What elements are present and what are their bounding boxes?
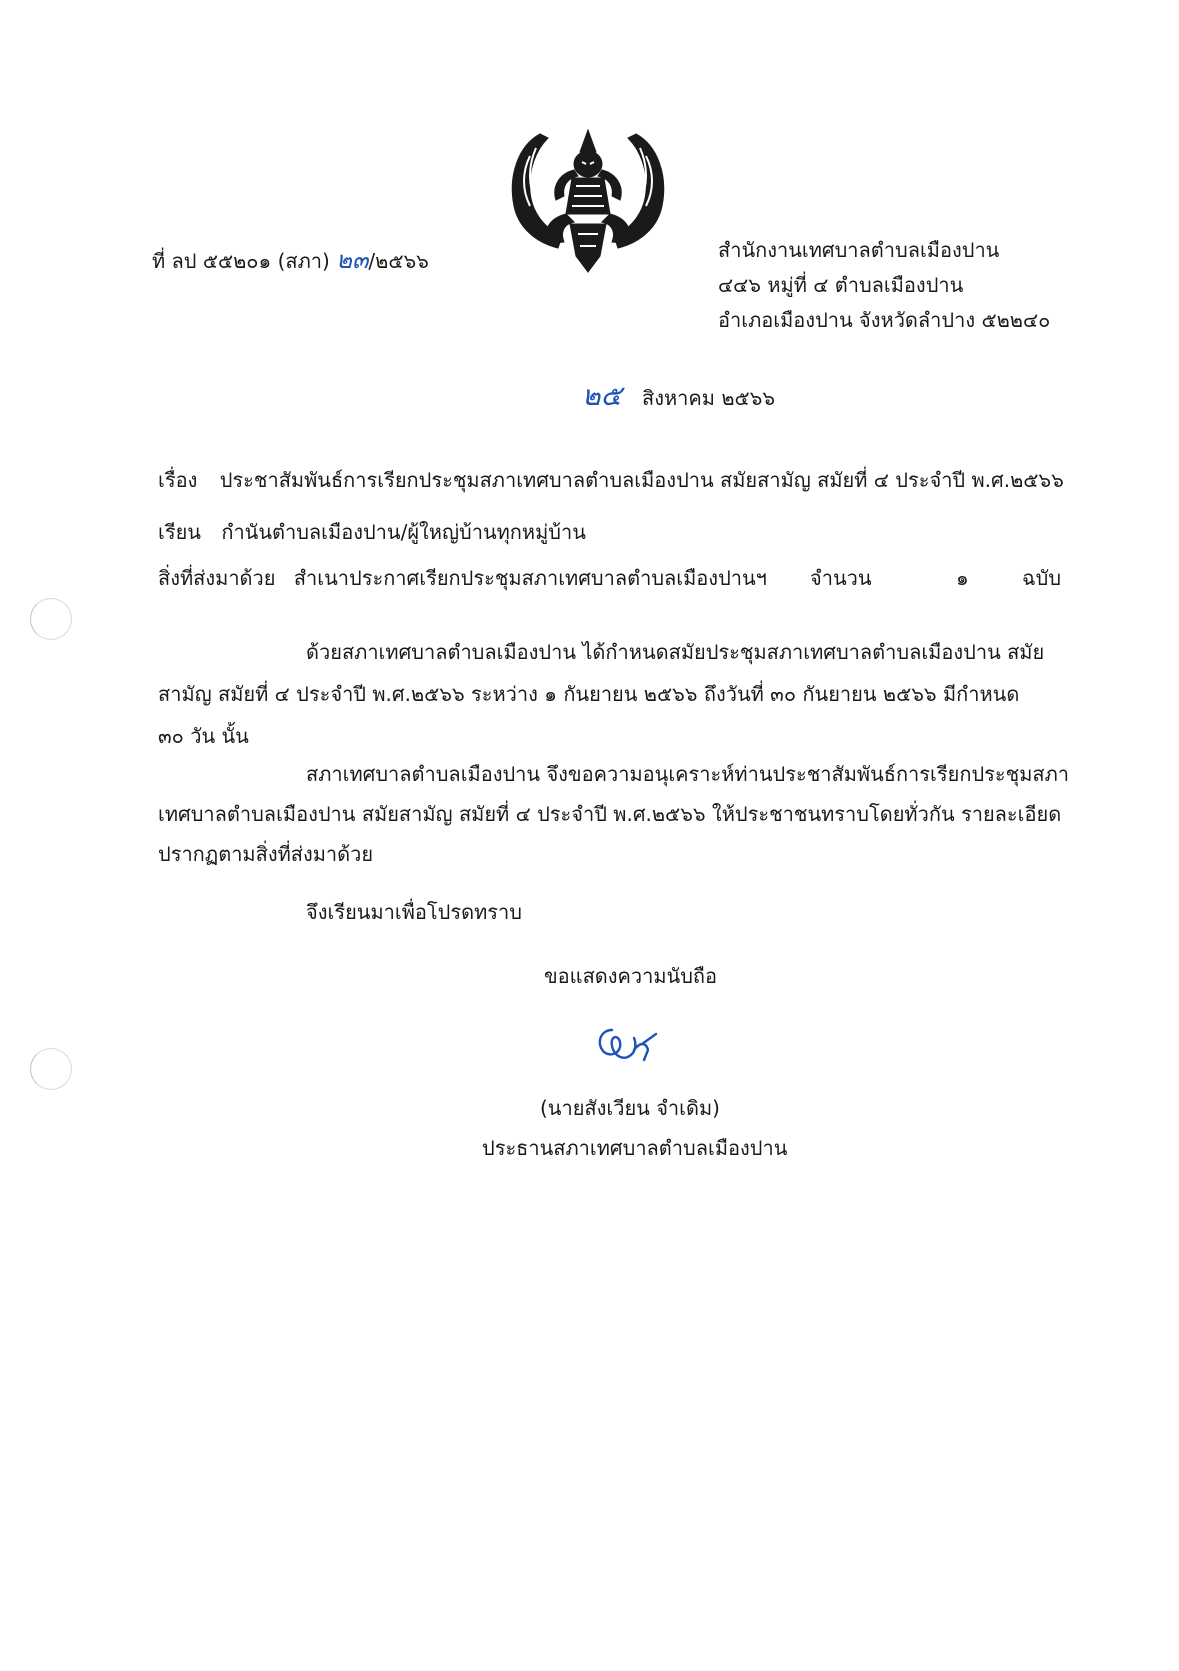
enclosure-label: สิ่งที่ส่งมาด้วย xyxy=(158,566,276,590)
regards-line: ขอแสดงความนับถือ xyxy=(544,964,718,988)
signer-name: (นายสังเวียน จำเดิม) xyxy=(540,1096,720,1120)
closing-line: จึงเรียนมาเพื่อโปรดทราบ xyxy=(306,900,522,924)
handwritten-day: ๒๕ xyxy=(582,379,622,412)
recipient-text: กำนันตำบลเมืองปาน/ผู้ใหญ่บ้านทุกหมู่บ้าน xyxy=(221,520,586,544)
punch-hole-mark xyxy=(30,598,72,640)
office-address-line: ๔๔๖ หมู่ที่ ๔ ตำบลเมืองปาน xyxy=(718,273,964,297)
subject-label: เรื่อง xyxy=(158,468,198,492)
enclosure-line xyxy=(158,564,767,592)
paragraph-2-line-2: เทศบาลตำบลเมืองปาน สมัยสามัญ สมัยที่ ๔ ประจำปี พ.ศ.๒๕๖๖ ให้ประชาชนทราบโดยทั่วกัน รายละเอียด xyxy=(158,802,1062,826)
paragraph-1-line-3: ๓๐ วัน นั้น xyxy=(158,724,249,748)
punch-hole-mark xyxy=(30,1048,72,1090)
recipient-label: เรียน xyxy=(158,520,201,544)
enclosure-quantity-label: จำนวน xyxy=(810,566,872,590)
reference-prefix: ที่ ลป ๕๕๒๐๑ (สภา) xyxy=(152,249,330,273)
date-month-year: สิงหาคม ๒๕๖๖ xyxy=(642,386,776,410)
reference-number xyxy=(152,246,429,275)
subject-text: ประชาสัมพันธ์การเรียกประชุมสภาเทศบาลตำบลเมืองปาน สมัยสามัญ สมัยที่ ๔ ประจำปี พ.ศ.๒๕๖๖ xyxy=(219,468,1064,492)
enclosure-unit: ฉบับ xyxy=(1022,566,1062,590)
office-district-line: อำเภอเมืองปาน จังหวัดลำปาง ๕๒๒๔๐ xyxy=(718,308,1051,332)
subject-line xyxy=(158,466,1064,494)
enclosure-text: สำเนาประกาศเรียกประชุมสภาเทศบาลตำบลเมืองปานฯ xyxy=(293,566,767,590)
letter-date xyxy=(582,379,776,412)
reference-suffix: /๒๕๖๖ xyxy=(368,249,429,273)
recipient-line xyxy=(158,518,586,546)
handwritten-reference-number: ๒๓ xyxy=(336,246,369,274)
handwritten-signature-icon xyxy=(590,1020,664,1070)
paragraph-2-line-1: สภาเทศบาลตำบลเมืองปาน จึงขอความอนุเคราะห์ท่านประชาสัมพันธ์การเรียกประชุมสภา xyxy=(306,762,1069,786)
signer-position: ประธานสภาเทศบาลตำบลเมืองปาน xyxy=(482,1136,788,1160)
garuda-emblem-icon xyxy=(500,126,676,276)
office-name: สำนักงานเทศบาลตำบลเมืองปาน xyxy=(718,238,1000,262)
paragraph-2-line-3: ปรากฏตามสิ่งที่ส่งมาด้วย xyxy=(158,842,374,866)
paragraph-1-line-2: สามัญ สมัยที่ ๔ ประจำปี พ.ศ.๒๕๖๖ ระหว่าง ๑ กันยายน ๒๕๖๖ ถึงวันที่ ๓๐ กันยายน ๒๕๖๖ มีกำหนด xyxy=(158,682,1020,706)
enclosure-quantity: ๑ xyxy=(956,566,969,590)
paragraph-1-line-1: ด้วยสภาเทศบาลตำบลเมืองปาน ได้กำหนดสมัยประชุมสภาเทศบาลตำบลเมืองปาน สมัย xyxy=(306,640,1045,664)
